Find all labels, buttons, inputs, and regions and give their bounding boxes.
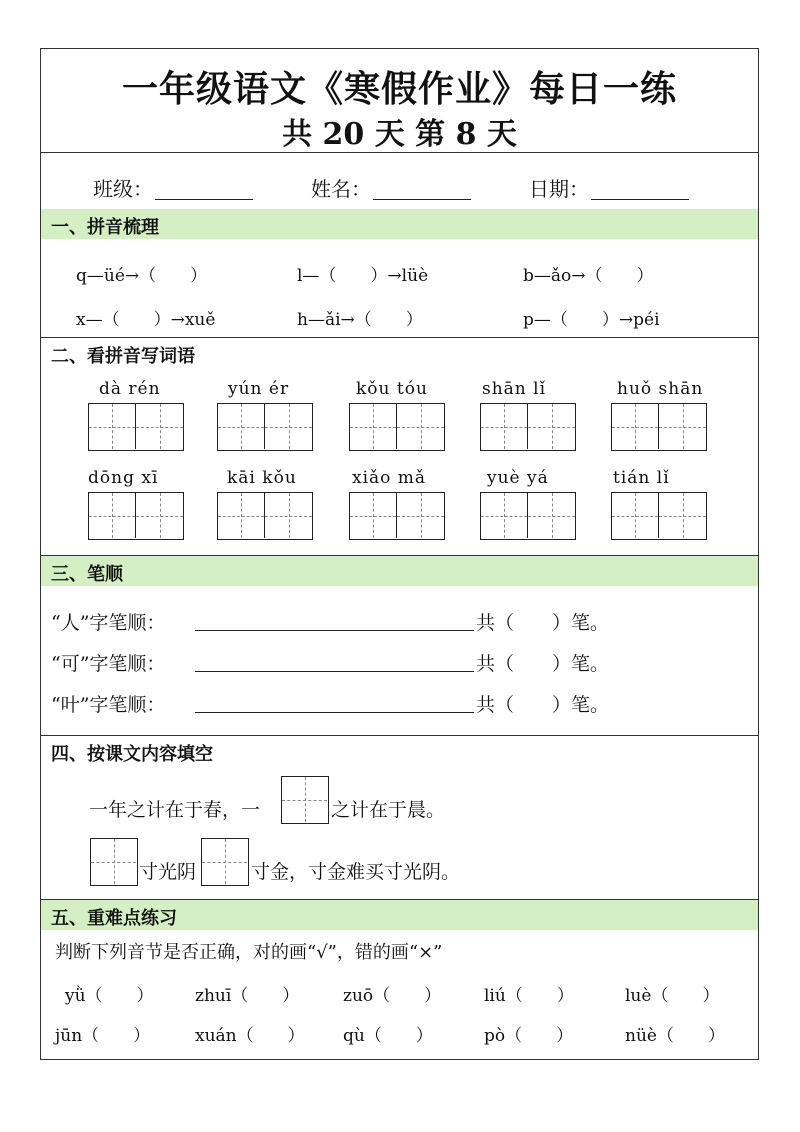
section-1-header: [41, 209, 758, 239]
judge-item: pò（ ）: [484, 1026, 574, 1046]
section-2-header: [41, 338, 758, 368]
word-pinyin: shān lǐ: [482, 379, 547, 399]
name-label: 姓名：: [311, 177, 371, 201]
recitation-line-2a: 寸光阴: [139, 861, 197, 883]
judge-item: zhuī（ ）: [195, 986, 300, 1006]
word-pinyin: yún ér: [228, 379, 290, 399]
judge-item: xuán（ ）: [195, 1026, 305, 1046]
stroke-count: 共（ ）笔。: [476, 612, 610, 634]
writing-grid[interactable]: [611, 492, 707, 540]
section-5-header: [41, 900, 758, 930]
judge-item: qù（ ）: [343, 1026, 433, 1046]
recitation-line-2b: 寸金，寸金难买寸光阴。: [251, 861, 461, 883]
writing-grid[interactable]: [217, 492, 313, 540]
writing-grid[interactable]: [480, 403, 576, 451]
stroke-order-line[interactable]: [195, 712, 474, 713]
pinyin-item: x—（ ）→xuě: [76, 310, 216, 330]
stroke-order-line[interactable]: [195, 671, 474, 672]
section-2-title: 二、看拼音写词语: [51, 346, 195, 367]
judge-item: nüè（ ）: [625, 1026, 725, 1046]
section-5-title: 五、重难点练习: [51, 908, 177, 929]
page-title: 一年级语文《寒假作业》每日一练: [121, 68, 677, 110]
fill-box[interactable]: [201, 838, 249, 886]
pinyin-item: b—ǎo→（ ）: [523, 266, 654, 286]
pinyin-item: q—üé→（ ）: [76, 266, 208, 286]
pinyin-item: h—ǎi→（ ）: [297, 310, 423, 330]
writing-grid[interactable]: [349, 492, 445, 540]
fill-box[interactable]: [281, 776, 329, 824]
name-field: [311, 173, 471, 202]
date-field: [529, 173, 689, 202]
writing-grid[interactable]: [88, 403, 184, 451]
word-pinyin: kāi kǒu: [227, 468, 297, 488]
word-pinyin: tián lǐ: [613, 468, 670, 488]
word-pinyin: yuè yá: [487, 468, 549, 488]
date-blank[interactable]: [591, 179, 689, 200]
writing-grid[interactable]: [217, 403, 313, 451]
section-4-header: [41, 736, 758, 766]
stroke-order-line[interactable]: [195, 630, 474, 631]
writing-grid[interactable]: [349, 403, 445, 451]
section-3-title: 三、笔顺: [51, 564, 123, 585]
judge-item: luè（ ）: [625, 986, 720, 1006]
word-pinyin: dà rén: [99, 379, 161, 399]
pinyin-item: p—（ ）→péi: [523, 310, 660, 330]
word-pinyin: kǒu tóu: [356, 379, 428, 399]
stroke-order-label: “可”字笔顺：: [51, 653, 166, 675]
section-1-title: 一、拼音梳理: [51, 217, 159, 238]
judge-item: jūn（ ）: [55, 1026, 151, 1046]
page-subtitle: 共 20 天 第 8 天: [282, 117, 517, 152]
writing-grid[interactable]: [611, 403, 707, 451]
section-4-title: 四、按课文内容填空: [51, 744, 213, 765]
class-field: [93, 173, 253, 202]
stroke-order-label: “叶”字笔顺：: [51, 694, 166, 716]
fill-box[interactable]: [90, 838, 138, 886]
name-blank[interactable]: [373, 179, 471, 200]
word-pinyin: huǒ shān: [617, 379, 704, 399]
date-label: 日期：: [529, 177, 589, 201]
divider: [41, 152, 758, 153]
instruction-text: 判断下列音节是否正确，对的画“√”，错的画“×”: [55, 942, 443, 963]
judge-item: zuō（ ）: [343, 986, 442, 1006]
judge-item: yǜ（ ）: [65, 986, 154, 1006]
writing-grid[interactable]: [88, 492, 184, 540]
stroke-count: 共（ ）笔。: [476, 694, 610, 716]
recitation-line-1a: 一年之计在于春，一: [89, 799, 261, 821]
word-pinyin: dōng xī: [88, 468, 159, 488]
writing-grid[interactable]: [480, 492, 576, 540]
word-pinyin: xiǎo mǎ: [352, 468, 427, 488]
judge-item: liú（ ）: [484, 986, 574, 1006]
worksheet: [40, 48, 759, 1060]
class-blank[interactable]: [155, 179, 253, 200]
stroke-order-label: “人”字笔顺：: [51, 612, 166, 634]
stroke-count: 共（ ）笔。: [476, 653, 610, 675]
pinyin-item: l—（ ）→lüè: [297, 266, 429, 286]
class-label: 班级：: [93, 177, 153, 201]
section-3-header: [41, 556, 758, 586]
recitation-line-1b: 之计在于晨。: [331, 799, 446, 821]
